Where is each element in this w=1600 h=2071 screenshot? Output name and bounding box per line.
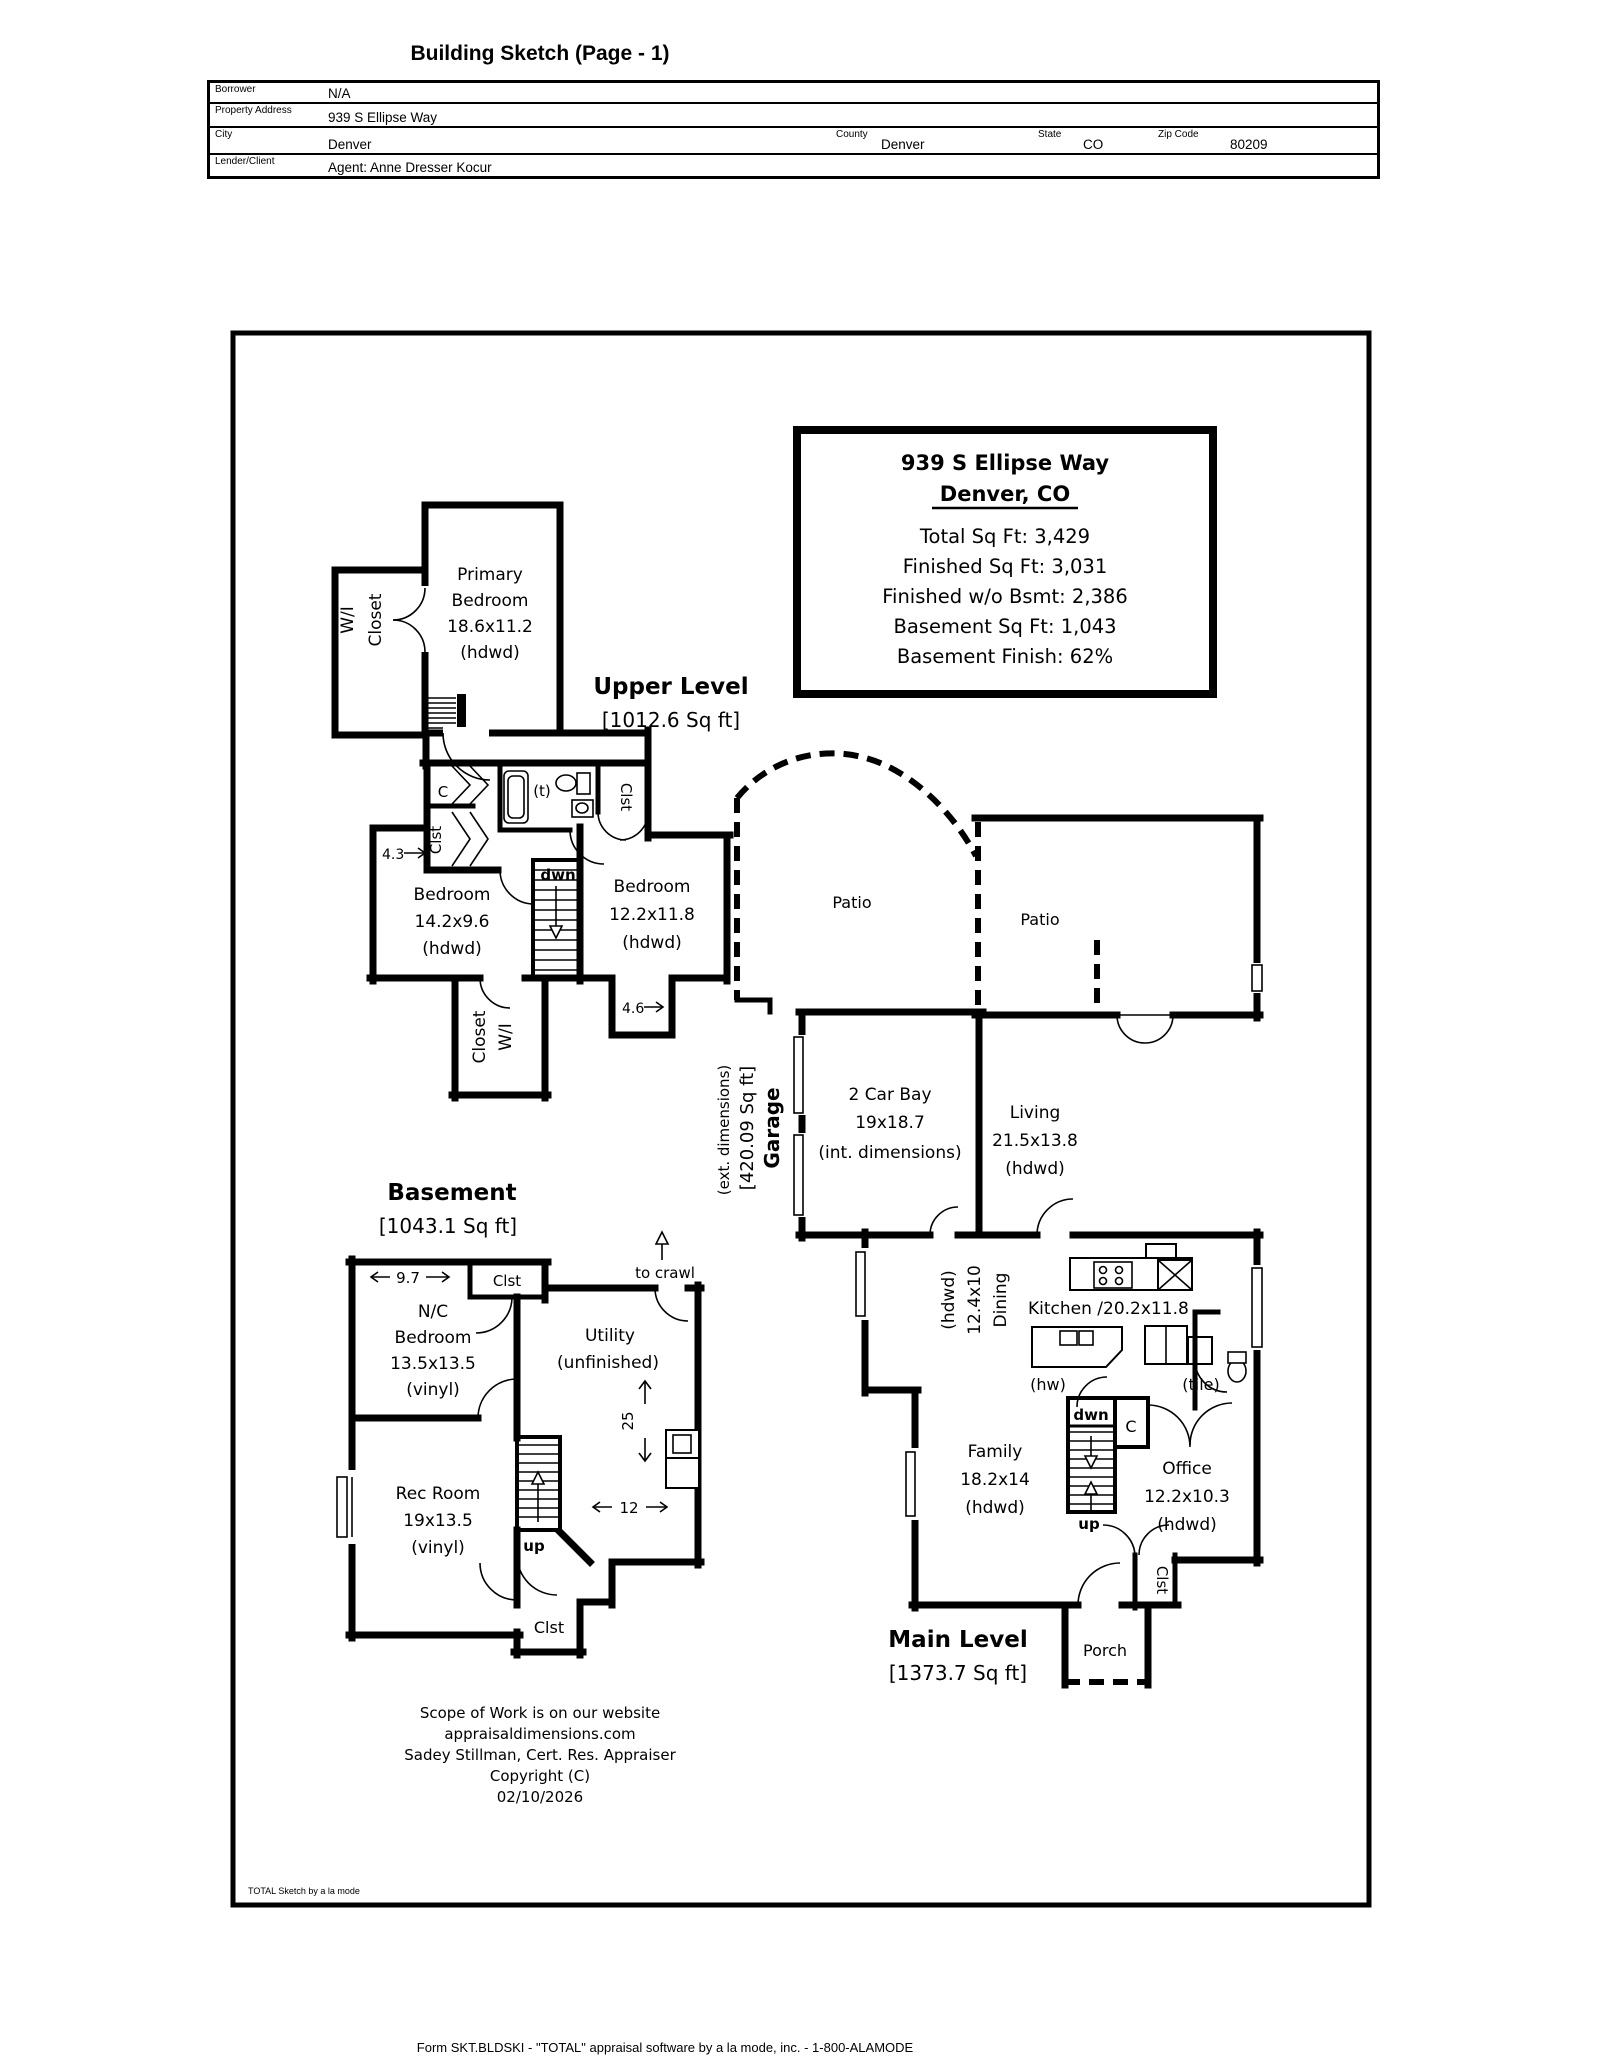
closet-clst-label: Clst [427, 825, 445, 855]
row-lender [210, 155, 1377, 176]
up-arrow [532, 1472, 544, 1484]
bifold-door [452, 812, 470, 866]
borrower-value: N/A [328, 86, 351, 101]
wi-closet2-label: Closet [470, 1010, 490, 1064]
basement-stairs [517, 1437, 560, 1530]
to-crawl-label: to crawl [635, 1264, 695, 1282]
family-floor: (hdwd) [965, 1498, 1025, 1518]
living-floor: (hdwd) [1005, 1159, 1065, 1179]
property-address-value: 939 S Ellipse Way [328, 110, 438, 125]
family-label: Family [967, 1442, 1023, 1462]
form-footer: Form SKT.BLDSKI - "TOTAL" appraisal software by a la mode, inc. - 1-800-ALAMODE [416, 2040, 914, 2055]
basement-plan [337, 1180, 701, 1655]
office-dim: 12.2x10.3 [1144, 1487, 1230, 1507]
zip-label: Zip Code [1158, 129, 1199, 140]
property-address-label: Property Address [215, 105, 292, 116]
door-arc [930, 1207, 958, 1235]
closet-c-label: C [1125, 1417, 1137, 1436]
door-arc [1077, 1377, 1107, 1407]
garage-label: Garage [760, 1087, 784, 1169]
door-arc [480, 1563, 517, 1600]
closet-clst-label: Clst [533, 1618, 565, 1637]
utility-label: Utility [584, 1326, 636, 1346]
door-arc [598, 812, 626, 840]
state-value: CO [1083, 137, 1104, 152]
primary-bedroom-floor: (hdwd) [460, 643, 520, 663]
county-label: County [836, 129, 868, 140]
property-header-table [207, 80, 1380, 179]
info-finished-sqft: Finished Sq Ft: 3,031 [902, 555, 1108, 578]
rec-room-dim: 19x13.5 [403, 1511, 473, 1531]
door-arc [620, 812, 648, 840]
nc-bedroom-label: N/C [417, 1302, 449, 1322]
door-arc [1037, 1199, 1073, 1235]
door-arc [655, 1288, 688, 1321]
upper-level-plan [335, 505, 749, 1098]
bedroom2-dim: 12.2x11.8 [609, 905, 695, 925]
door-arc [478, 1379, 517, 1418]
rec-room-label: Rec Room [395, 1484, 481, 1504]
basement-sqft: [1043.1 Sq ft] [378, 1214, 518, 1238]
total-sketch-credit: TOTAL Sketch by a la mode [248, 1886, 360, 1896]
rec-room-floor: (vinyl) [411, 1538, 465, 1558]
building-sketch-canvas [230, 330, 1372, 1908]
patio-label: Patio [1020, 910, 1060, 929]
basement-title: Basement [387, 1180, 517, 1206]
french-door-arc [1117, 1015, 1145, 1043]
dim-12: 12 [619, 1499, 639, 1517]
county-value: Denver [881, 137, 925, 152]
stairs-up-label: up [1078, 1515, 1100, 1533]
dim-25: 25 [619, 1411, 637, 1431]
closet-clst-label: Clst [617, 782, 635, 812]
down-arrow [550, 926, 562, 938]
city-value: Denver [328, 137, 372, 152]
living-dim: 21.5x13.8 [992, 1131, 1078, 1151]
water-heater-icon [666, 1430, 699, 1458]
bedroom2-label: Bedroom [613, 877, 691, 897]
pantry-icon [1188, 1337, 1212, 1364]
bifold-door [452, 766, 470, 804]
door-arc [517, 1555, 557, 1595]
info-city-state: Denver, CO [939, 482, 1071, 506]
wi-closet2-label: W/I [496, 1023, 516, 1051]
toilet-icon [556, 775, 576, 791]
toilet-icon [577, 773, 590, 794]
credit-line: 02/10/2026 [496, 1788, 584, 1806]
dim-4-6: 4.6 [622, 1001, 645, 1017]
zip-value: 80209 [1230, 137, 1268, 152]
bedroom1-label: Bedroom [413, 885, 491, 905]
car-bay-int-dims: (int. dimensions) [818, 1143, 962, 1163]
lender-label: Lender/Client [215, 156, 275, 167]
garage-door [794, 1135, 803, 1215]
nc-bedroom-dim: 13.5x13.5 [390, 1354, 476, 1374]
bifold-door [470, 812, 488, 866]
living-label: Living [1009, 1103, 1061, 1123]
toilet-t-label: (t) [533, 782, 551, 800]
info-basement-sqft: Basement Sq Ft: 1,043 [893, 615, 1117, 638]
bedroom2-floor: (hdwd) [622, 933, 682, 953]
row-city [210, 128, 1377, 155]
stairs-up-label: up [523, 1537, 545, 1555]
closet-clst-label: Clst [1153, 1565, 1171, 1595]
office-floor: (hdwd) [1157, 1515, 1217, 1535]
kitchen-label: Kitchen /20.2x11.8 [1028, 1299, 1189, 1319]
credit-line: Copyright (C) [489, 1767, 591, 1785]
family-dim: 18.2x14 [960, 1470, 1030, 1490]
door-arc [480, 978, 510, 1008]
up-arrow [656, 1232, 668, 1244]
info-finished-wo-bsmt: Finished w/o Bsmt: 2,386 [882, 585, 1128, 608]
counter [1146, 1244, 1176, 1258]
window [337, 1477, 347, 1537]
credits-block [404, 1704, 676, 1806]
credit-line: Scope of Work is on our website [419, 1704, 661, 1722]
door-arc [1148, 1405, 1190, 1447]
credit-line: appraisaldimensions.com [444, 1725, 636, 1743]
hw-floor-label: (hw) [1030, 1375, 1066, 1394]
page-title: Building Sketch (Page - 1) [410, 42, 670, 65]
borrower-label: Borrower [215, 84, 256, 95]
garage-ext-dims: (ext. dimensions) [715, 1064, 733, 1196]
city-label: City [215, 129, 233, 140]
window [856, 1252, 865, 1316]
window [906, 1452, 915, 1516]
nc-bedroom-label: Bedroom [394, 1328, 472, 1348]
dim-9-7: 9.7 [396, 1269, 420, 1287]
patio-label: Patio [832, 893, 872, 912]
dim-4-3: 4.3 [382, 847, 405, 863]
garage-door [794, 1037, 803, 1113]
main-level-sqft: [1373.7 Sq ft] [888, 1661, 1028, 1685]
door-arc [476, 1297, 512, 1333]
wi-closet-label: Closet [366, 593, 386, 647]
window [1252, 1268, 1262, 1347]
office-label: Office [1162, 1459, 1212, 1479]
primary-bedroom-label: Primary [457, 565, 523, 585]
car-bay-dim: 19x18.7 [855, 1113, 925, 1133]
bedroom1-floor: (hdwd) [422, 939, 482, 959]
closet-c-label: C [437, 783, 449, 801]
credit-line: Sadey Stillman, Cert. Res. Appraiser [404, 1746, 676, 1764]
info-address: 939 S Ellipse Way [900, 451, 1110, 475]
main-level-plan [715, 753, 1264, 1685]
main-level-title: Main Level [888, 1627, 1028, 1653]
upper-level-title: Upper Level [593, 674, 749, 700]
info-total-sqft: Total Sq Ft: 3,429 [919, 525, 1091, 548]
primary-bedroom-label: Bedroom [451, 591, 529, 611]
closet-clst-label: Clst [492, 1272, 522, 1290]
dining-label: Dining [991, 1272, 1011, 1328]
tile-floor-label: (tile) [1182, 1375, 1220, 1394]
row-borrower [210, 83, 1377, 104]
garage-sqft: [420.09 Sq ft] [737, 1065, 758, 1191]
window [1252, 965, 1262, 991]
info-basement-finish: Basement Finish: 62% [896, 645, 1114, 668]
furnace-icon [666, 1458, 699, 1488]
porch-label: Porch [1082, 1641, 1128, 1660]
row-address [210, 104, 1377, 128]
up-arrow [1085, 1482, 1097, 1494]
door-arc [1078, 1563, 1120, 1605]
lender-value: Agent: Anne Dresser Kocur [328, 160, 492, 175]
patio-boundary [737, 753, 976, 856]
upper-level-sqft: [1012.6 Sq ft] [601, 708, 741, 732]
property-info-box [797, 430, 1213, 694]
door-arc [443, 733, 490, 780]
car-bay-label: 2 Car Bay [848, 1085, 932, 1105]
primary-bedroom-dim: 18.6x11.2 [447, 617, 533, 637]
door-arc [1103, 1525, 1135, 1557]
utility-label: (unfinished) [557, 1353, 659, 1373]
dining-floor: (hdwd) [939, 1270, 959, 1330]
toilet-icon [1228, 1352, 1246, 1363]
door-arc [500, 870, 534, 904]
bifold-door [470, 766, 488, 804]
down-arrow [1085, 1456, 1097, 1468]
nc-bedroom-floor: (vinyl) [406, 1380, 460, 1400]
stairs-dwn-label: dwn [1073, 1406, 1109, 1424]
stairs-dwn-label: dwn [540, 866, 576, 884]
french-door-arc [1145, 1015, 1173, 1043]
dining-dim: 12.4x10 [965, 1265, 985, 1335]
wi-closet-label: W/I [338, 606, 358, 634]
state-label: State [1038, 129, 1062, 140]
bedroom1-dim: 14.2x9.6 [414, 912, 490, 932]
